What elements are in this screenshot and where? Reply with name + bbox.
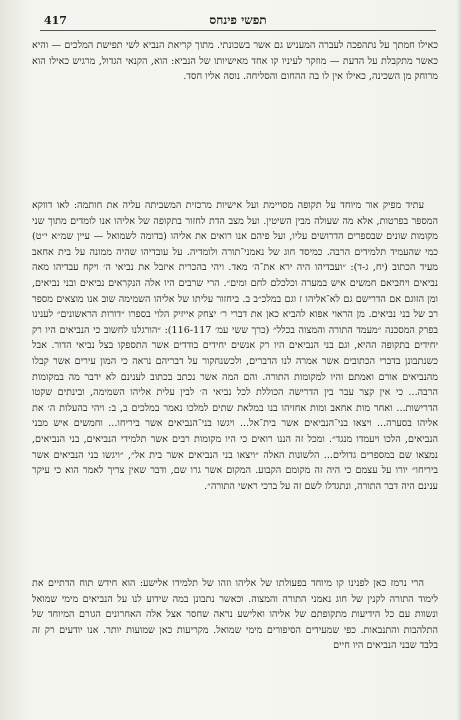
paragraph-main [32,198,438,494]
running-title: תפשי פינחס [209,13,267,27]
paragraph-closing [32,576,438,654]
paragraph-closing-text: הרי נרמז כאן לפנינו קו מיוחד בפעולתו של אליהו וזהו של תלמידו אלישע: הוא חידש תוח הדתיים את לימוד התורה לקנין של חוג נאמני התורה והמצוה. וכאשר נתבונן במה שידוע לנו על הנביאים מימי שמואל ונשוות עם כל הידיעות מתקופתם של אליהו ואלישע נראה שחסר אצל אלה האחרונים הגורם המיוחד של התלהבות והתנבאות. כפי שמעידים הסיפורים מימי שמואל. מקריעות כאן שמועות יותר. אנו יודעים רק זה בלבד שבני הנביאים היו חיים [32,578,438,652]
page-number: 417 [44,14,67,27]
paragraph-intro-text: כאילו חמתך על נתהפכה לעברה המעניש גם אשר בשכונתי. מתוך קריאת הנביא לשי תפישת המלכים — והיא כאשר מתקבלת על הדעת — מוזקר לעיניו קו אחד מאישיותו של הנביא: הוא, הקנאי הגדול, מרגיש כאילו הוא מרוחק מן השכינה, כאילו אין לו בה ההחום והסליחה. נוסה אליו חסד. [32,40,438,83]
paragraph-main-text: עתיד מפיק אור מיוחד על תקופה מסויימת ועל אישיות מרכזית המשביתה עליה את חותמה: לאו דווקא המספר בפרטות, אלא מה שעולה מבין השיטין. ועל מצב הדת לחזור בתקופה של אליהו אנו לומדים מתוך שני מקומות שונים שבספרים הדרושים עליו, ועל פיהם אנו רואים את אליהו (בדומה לשמואל — עיין שמ״א י״ט) כמי שהעמיד תלמידים הרבה. כמיסד חוג של נאמני־תורה ולומדיה. על עובדיהו שהיה ממונה על בית אחאב מעיד הכתוב (יח, ג-ד): ״ועבדיהו היה ירא את־ה׳ מאד. ויהי בהכרית איזבל את נביאי ה׳ ויקח עבדיהו מאה נביאים ויחביאם חמשים איש במערה וכלכלם לחם ומים״. הרי שרבים היו אלה הנקראים נביאים ובני נביאים, ומן הזוגם אם הדרישם גם לא־אליהו ז וגם במלכ״ב ב. ביחזור עליתו של אליהו השמימה שוב אנו מוצאים מספר רב של בני נביאים. מן הראוי אפוא להביא כאן את דברי ר׳ יצחק אייזיק הלוי בספרו ״דורות הראשונים״ לענינו בפרק המסכנה ״מעמד התורה והמצוה בכלל״ (כרך ששי עמ׳ 116-117): ״הורגלנו לחשוב כי הנביאים היו רק יחידים בתקופה ההיא, וגם בני הנביאים היו רק אנשים יחידים בודדים אשר התספקו בצל נביאי הדור. אבל כשנתבונן בדברי הכתובים אשר אמרה לנו הדברים, ולכשנחקור על דבריהם נראה כי המון עירים אשר קבלו מהנביאים אורם ואמתם והיו למקומות התורה. והם המה אשר נכתב בכתוב לענינם לא ידבר מה במקומות הרבה... כי אין קצר עבר בין הדרישה הכוללת לכל נביאי ה׳ לבין עלית אליהו השמימה, ובינתים שקטו הדרישות... ואחר מות אחאב ומות אחזיהו בנו במלאת שתים למלכו נאמר במלכים ב, ב: ויהי בהעלות ה׳ את אליהו בסערה... ויצאו בני־הנביאים אשר בית־אל... ויגשו בני־הנביאים אשר ביריחו... וחמשים איש מבני הנביאים, הלכו ויעמדו מנגד״. ומכל זה הננו רואים כי היו מקומות רבים אשר תלמידי הנביאים, בני הנביאים, נמצאו שם במספרים גדולים... הלשונות האלה ״ויצאו בני הנביאים אשר בית אל״, ״ויגשו בני הנביאים אשר ביריחו״ יורו על עצמם כי היה זה מקומם הקבוע. המקום אשר גרו שם, ודבר שאין צריך לאמר הוא כי עיקר ענינם היה דבר התורה, ונתגדלו לשם זה על ברכי ראשי התורה״. [32,200,438,492]
paragraph-intro [32,38,438,85]
page-header [40,10,436,31]
page-edge-shadow [456,0,462,720]
